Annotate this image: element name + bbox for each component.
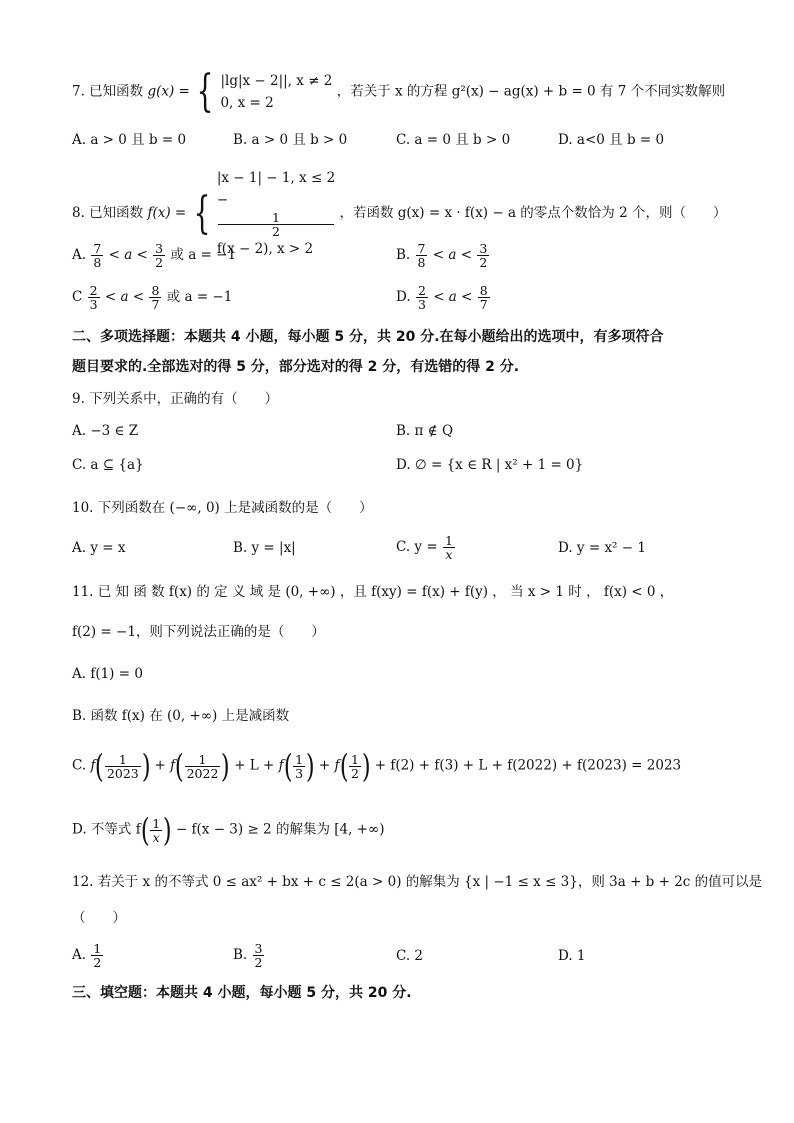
question-8-stem: 8. 已知函数 f(x) = { |x − 1| − 1, x ≤ 2 − 1 2 f(x − 2), x > 2 ，若函数 g(x) = x · f(x) − a 的零点个数恰为 2 个，则（ ） [72, 170, 727, 257]
q11-option-c: C. f( $\frac{1}{2023}$ ) + f( $\frac{1}{2022}$ ) + L + f( $\frac{1}{3}$ ) + f( $\frac{1}{2}$ ) + f(2) + f(3) + L + f(2022) + f(2023) = 2023 [72, 747, 682, 785]
question-12-stem-line2: （ ） [72, 910, 126, 926]
question-10-stem: 10. 下列函数在 (−∞, 0) 上是减函数的是（ ） [72, 500, 373, 516]
section-2-heading-line2: 题目要求的.全部选对的得 5 分，部分选对的得 2 分，有选错的得 2 分. [72, 359, 520, 375]
q11-option-a: A. f(1) = 0 [72, 666, 143, 682]
question-11-stem-line2: f(2) = −1，则下列说法正确的是（ ） [72, 624, 325, 640]
q9-option-c: C. a ⊆ {a} [72, 457, 144, 473]
question-9-stem: 9. 下列关系中，正确的有（ ） [72, 391, 279, 407]
section-3-heading: 三、填空题：本题共 4 小题，每小题 5 分，共 20 分. [72, 985, 412, 1001]
q7-option-c: C. a = 0 且 b > 0 [396, 132, 511, 148]
q8-option-d: D. $\frac{2}{3}$ < a < $\frac{8}{7}$ [396, 283, 488, 312]
q7-option-d: D. a<0 且 b = 0 [558, 132, 665, 148]
q9-option-b: B. π ∉ Q [396, 423, 454, 439]
q8-option-b: B. $\frac{7}{8}$ < a < $\frac{3}{2}$ [396, 241, 488, 270]
q7-option-b: B. a > 0 且 b > 0 [233, 132, 348, 148]
q10-option-b: B. y = |x| [233, 540, 296, 556]
q12-option-a: A. $\frac{1}{2}$ [72, 941, 102, 970]
question-12-stem-line1: 12. 若关于 x 的不等式 0 ≤ ax² + bx + c ≤ 2(a > 0) 的解集为 {x | −1 ≤ x ≤ 3}，则 3a + b + 2c 的值可以是 [72, 874, 763, 890]
question-11-stem-line1: 11. 已 知 函 数 f(x) 的 定 义 域 是 (0, +∞) ，且 f(xy) = f(x) + f(y) ， 当 x > 1 时 ， f(x) < 0 ， [72, 584, 674, 600]
q10-option-c: C. y = $\frac{1}{x}$ [396, 533, 453, 562]
q10-option-d: D. y = x² − 1 [558, 540, 646, 556]
q11-option-b: B. 函数 f(x) 在 (0, +∞) 上是减函数 [72, 708, 290, 724]
q9-option-a: A. −3 ∈ Z [72, 423, 139, 439]
q12-option-d: D. 1 [558, 948, 586, 964]
q12-option-c: C. 2 [396, 948, 424, 964]
q8-option-a: A. $\frac{7}{8}$ < a < $\frac{3}{2}$ 或 a = −1 [72, 241, 237, 270]
q8-option-c: C $\frac{2}{3}$ < a < $\frac{8}{7}$ 或 a = −1 [72, 283, 233, 312]
q7-option-a: A. a > 0 且 b = 0 [72, 132, 187, 148]
section-2-heading-line1: 二、多项选择题：本题共 4 小题，每小题 5 分，共 20 分.在每小题给出的选项中，有多项符合 [72, 329, 664, 345]
q9-option-d: D. ∅ = {x ∈ R | x² + 1 = 0} [396, 457, 584, 473]
q10-option-a: A. y = x [72, 540, 126, 556]
question-7-stem: 7. 已知函数 g(x) = { |lg|x − 2||, x ≠ 2 0, x = 2 ，若关于 x 的方程 g²(x) − ag(x) + b = 0 有 7 个不同实数解则 [72, 66, 726, 117]
q11-option-d: D. 不等式 f( $\frac{1}{x}$ ) − f(x − 3) ≥ 2 的解集为 [4, +∞) [72, 811, 385, 849]
q12-option-b: B. $\frac{3}{2}$ [233, 941, 263, 970]
